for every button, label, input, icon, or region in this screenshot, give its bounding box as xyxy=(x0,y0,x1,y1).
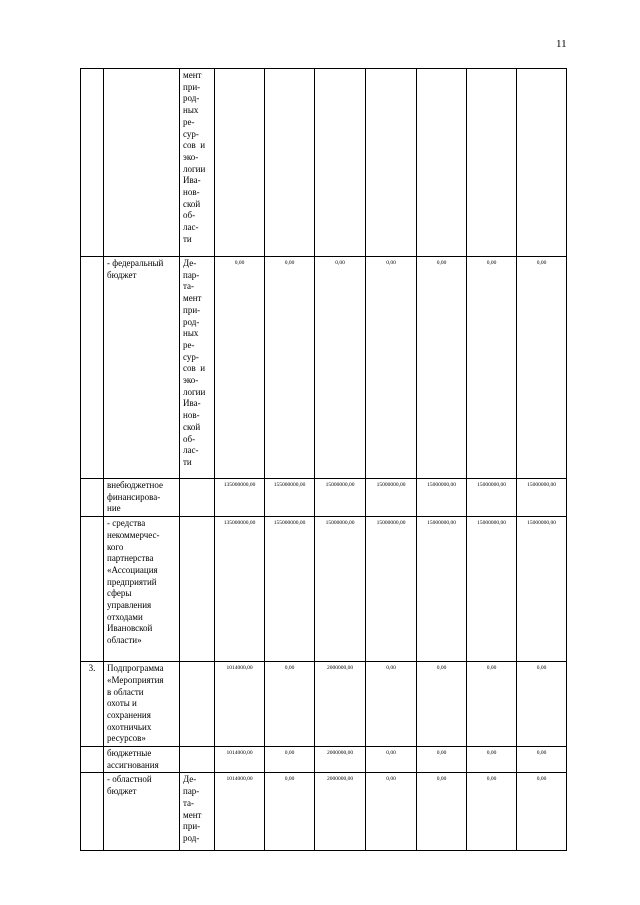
value-cell xyxy=(215,517,265,662)
value-cell xyxy=(517,69,567,257)
budget-table xyxy=(80,68,567,851)
value-cell-text: 15000000,00 xyxy=(325,482,355,488)
row-name-cell-text: внебюджетное финансирова- ние xyxy=(107,480,163,514)
value-cell-text: 0,00 xyxy=(234,260,245,266)
row-index-cell xyxy=(81,479,104,517)
value-cell-text: 0,00 xyxy=(436,750,447,757)
row-name-cell xyxy=(104,69,180,257)
row-name-cell xyxy=(104,479,180,517)
value-cell-text: 0,00 xyxy=(386,776,396,783)
value-cell-text: 15000000,00 xyxy=(427,482,456,488)
row-index-cell xyxy=(81,69,104,257)
value-cell xyxy=(417,479,467,517)
value-cell-text: 15000000,00 xyxy=(376,482,406,488)
table-row xyxy=(81,69,567,257)
value-cell xyxy=(366,747,417,773)
value-cell-text: 0,00 xyxy=(486,750,497,757)
value-cell xyxy=(315,257,366,479)
value-cell-text: 15000000,00 xyxy=(527,482,556,488)
value-cell xyxy=(366,479,417,517)
value-cell-text: 0,00 xyxy=(335,260,345,266)
row-name-cell xyxy=(104,257,180,479)
value-cell-text: 0,00 xyxy=(536,260,547,266)
value-cell-text: 155000000,00 xyxy=(273,520,306,527)
value-cell xyxy=(517,257,567,479)
value-cell xyxy=(366,257,417,479)
value-cell xyxy=(215,479,265,517)
row-executor-cell-text: Де- пар- та- мент при- род- ных ре- сур- сов и эко- логии Ива- нов- ской об- лас- ти xyxy=(183,258,206,467)
value-cell-text: 0,00 xyxy=(486,665,497,672)
value-cell-text: 0,00 xyxy=(536,776,547,783)
table-row xyxy=(81,517,567,662)
value-cell xyxy=(417,747,467,773)
value-cell-text: 135000000,00 xyxy=(223,482,256,488)
value-cell xyxy=(467,773,517,851)
value-cell-text: 0,00 xyxy=(436,260,447,266)
table-row xyxy=(81,479,567,517)
table-row xyxy=(81,257,567,479)
value-cell xyxy=(517,662,567,747)
value-cell xyxy=(366,662,417,747)
row-executor-cell xyxy=(180,662,215,747)
value-cell-text: 0,00 xyxy=(284,665,295,672)
row-name-cell xyxy=(104,662,180,747)
row-executor-cell-text: Де- пар- та- мент при- род- xyxy=(183,774,202,843)
value-cell-text: 15000000,00 xyxy=(477,520,506,527)
value-cell-text: 2000000,00 xyxy=(326,750,354,757)
table-row xyxy=(81,773,567,851)
row-name-cell-text: - областной бюджет xyxy=(107,774,152,797)
value-cell xyxy=(417,662,467,747)
value-cell xyxy=(517,773,567,851)
row-executor-cell xyxy=(180,257,215,479)
value-cell xyxy=(315,517,366,662)
row-name-cell-text: Подпрограмма «Мероприятия в области охоты и сохранения охотничьих ресурсов» xyxy=(107,663,164,744)
row-name-cell-text: - средства некоммерчес- кого партнерства «Ассоциация предприятий сферы управления отходами Ивановской области» xyxy=(107,518,160,646)
value-cell xyxy=(215,773,265,851)
page-number: 11 xyxy=(556,38,567,50)
value-cell xyxy=(265,662,315,747)
row-executor-cell-text: мент при- род- ных ре- сур- сов и эко- логии Ива- нов- ской об- лас- ти xyxy=(183,70,206,244)
value-cell xyxy=(467,747,517,773)
value-cell xyxy=(467,517,517,662)
value-cell xyxy=(315,773,366,851)
value-cell xyxy=(315,747,366,773)
value-cell xyxy=(517,479,567,517)
value-cell-text: 0,00 xyxy=(536,750,547,757)
value-cell-text: 15000000,00 xyxy=(527,520,556,527)
row-index-cell xyxy=(81,517,104,662)
value-cell-text: 0,00 xyxy=(386,750,396,757)
value-cell xyxy=(417,69,467,257)
row-executor-cell xyxy=(180,517,215,662)
row-index-cell xyxy=(81,747,104,773)
value-cell xyxy=(315,479,366,517)
value-cell xyxy=(366,773,417,851)
row-name-cell-text: бюджетные ассигнования xyxy=(107,748,159,770)
value-cell-text: 2000000,00 xyxy=(326,665,354,672)
value-cell-text: 15000000,00 xyxy=(376,520,406,527)
row-name-cell-text: - федеральный бюджет xyxy=(107,258,164,280)
value-cell xyxy=(265,517,315,662)
row-index-cell xyxy=(81,773,104,851)
value-cell-text: 0,00 xyxy=(486,260,497,266)
value-cell-text: 0,00 xyxy=(284,750,295,757)
value-cell xyxy=(215,257,265,479)
row-name-cell xyxy=(104,747,180,773)
value-cell xyxy=(417,257,467,479)
value-cell xyxy=(265,479,315,517)
row-executor-cell xyxy=(180,479,215,517)
value-cell xyxy=(467,69,517,257)
row-executor-cell xyxy=(180,69,215,257)
value-cell-text: 155000000,00 xyxy=(273,482,306,488)
value-cell-text: 135000000,00 xyxy=(223,520,256,527)
value-cell xyxy=(265,69,315,257)
value-cell xyxy=(417,773,467,851)
row-executor-cell xyxy=(180,773,215,851)
value-cell xyxy=(215,662,265,747)
table-row xyxy=(81,662,567,747)
row-index-cell xyxy=(81,662,104,747)
value-cell xyxy=(215,69,265,257)
value-cell-text: 0,00 xyxy=(486,776,497,783)
value-cell xyxy=(517,517,567,662)
value-cell-text: 0,00 xyxy=(284,260,295,266)
value-cell-text: 0,00 xyxy=(386,665,396,672)
table-row xyxy=(81,747,567,773)
value-cell xyxy=(467,257,517,479)
value-cell xyxy=(265,773,315,851)
value-cell xyxy=(467,662,517,747)
row-index-cell-text: 3. xyxy=(88,663,96,674)
value-cell-text: 0,00 xyxy=(436,665,447,672)
value-cell-text: 1014000,00 xyxy=(226,776,253,783)
value-cell xyxy=(265,747,315,773)
row-name-cell xyxy=(104,517,180,662)
row-name-cell xyxy=(104,773,180,851)
value-cell-text: 2000000,00 xyxy=(326,776,354,783)
value-cell xyxy=(467,479,517,517)
value-cell-text: 1014000,00 xyxy=(226,665,253,672)
value-cell xyxy=(315,662,366,747)
value-cell-text: 0,00 xyxy=(284,776,295,783)
value-cell xyxy=(265,257,315,479)
value-cell-text: 0,00 xyxy=(436,776,447,783)
value-cell-text: 1014000,00 xyxy=(226,750,253,757)
value-cell xyxy=(517,747,567,773)
value-cell xyxy=(417,517,467,662)
row-index-cell xyxy=(81,257,104,479)
value-cell-text: 0,00 xyxy=(386,260,396,266)
value-cell xyxy=(315,69,366,257)
value-cell xyxy=(215,747,265,773)
value-cell xyxy=(366,517,417,662)
value-cell-text: 0,00 xyxy=(536,665,547,672)
value-cell-text: 15000000,00 xyxy=(325,520,355,527)
row-executor-cell xyxy=(180,747,215,773)
value-cell xyxy=(366,69,417,257)
value-cell-text: 15000000,00 xyxy=(427,520,456,527)
value-cell-text: 15000000,00 xyxy=(477,482,506,488)
